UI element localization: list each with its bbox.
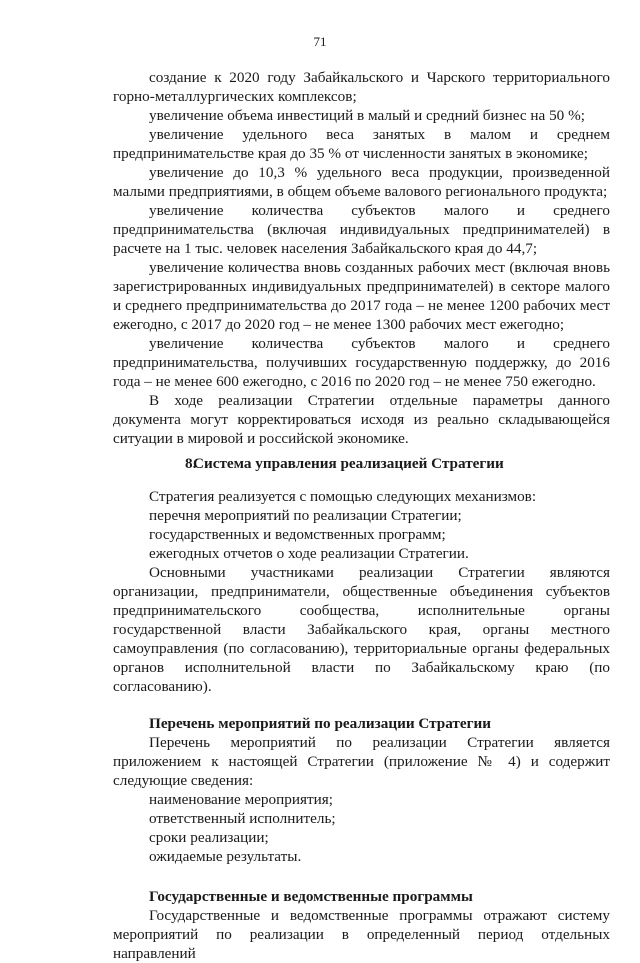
subsection-heading-programs: Государственные и ведомственные программы	[149, 888, 473, 905]
programs-paragraph: Государственные и ведомственные программы отражают систему мероприятий по реализации в определенный период отдельных направлений	[113, 907, 610, 962]
mechanism-item: ежегодных отчетов о ходе реализации Стратегии.	[149, 545, 469, 562]
spacer	[113, 473, 610, 487]
activities-paragraph: Перечень мероприятий по реализации Стратегии является приложением к настоящей Стратегии (приложение № 4) и содержит следующие сведения:	[113, 734, 610, 789]
mechanism-item: перечня мероприятий по реализации Стратегии;	[149, 507, 462, 524]
paragraph-goal-6: увеличение количества вновь созданных рабочих мест (включая вновь зарегистрированных индивидуальных предпринимателей) в секторе малого и среднего предпринимательства до 2017 года – не менее 1200 рабочих мест ежегодно, с 2017 до 2020 год – не менее 1300 рабочих мест ежегодно;	[113, 259, 610, 333]
paragraph-goal-1: создание к 2020 году Забайкальского и Чарского территориального горно-металлургических комплексов;	[113, 69, 610, 105]
section-title: Система управления реализацией Стратегии	[193, 455, 504, 472]
mechanisms-intro: Стратегия реализуется с помощью следующих механизмов:	[149, 488, 537, 505]
page-number: 71	[313, 34, 327, 49]
page-content	[113, 68, 610, 963]
activity-info-item: ожидаемые результаты.	[149, 848, 302, 865]
participants-paragraph: Основными участниками реализации Стратегии являются организации, предприниматели, общественные объединения субъектов предпринимательского сообщества, исполнительные органы государственной власти Забайкальского края, органы местного самоуправления (по согласованию), территориальные органы федеральных органов исполнительной власти по Забайкальскому краю (по согласованию).	[113, 564, 610, 695]
activity-info-item: сроки реализации;	[149, 829, 269, 846]
subsection-heading-activities: Перечень мероприятий по реализации Стратегии	[149, 715, 492, 732]
mechanism-item: государственных и ведомственных программ;	[149, 526, 446, 543]
paragraph-adjustment: В ходе реализации Стратегии отдельные параметры данного документа могут корректироваться исходя из реально складывающейся ситуации в мировой и российской экономике.	[113, 392, 610, 447]
spacer	[113, 866, 610, 887]
paragraph-goal-4: увеличение до 10,3 % удельного веса продукции, произведенной малыми предприятиями, в общем объеме валового регионального продукта;	[113, 164, 610, 200]
section-heading	[113, 454, 610, 473]
paragraph-goal-3: увеличение удельного веса занятых в малом и среднем предпринимательстве края до 35 % от численности занятых в экономике;	[113, 126, 610, 162]
spacer	[113, 696, 610, 714]
activity-info-item: наименование мероприятия;	[149, 791, 333, 808]
paragraph-goal-2: увеличение объема инвестиций в малый и средний бизнес на 50 %;	[149, 107, 585, 124]
paragraph-goal-5: увеличение количества субъектов малого и среднего предпринимательства (включая индивидуальных предпринимателей) в расчете на 1 тыс. человек населения Забайкальского края до 44,7;	[113, 202, 610, 257]
paragraph-goal-7: увеличение количества субъектов малого и среднего предпринимательства, получивших государственную поддержку, до 2016 года – не менее 600 ежегодно, с 2016 по 2020 год – не менее 750 ежегодно.	[113, 335, 610, 390]
activity-info-item: ответственный исполнитель;	[149, 810, 336, 827]
section-number: 8.	[185, 455, 197, 472]
